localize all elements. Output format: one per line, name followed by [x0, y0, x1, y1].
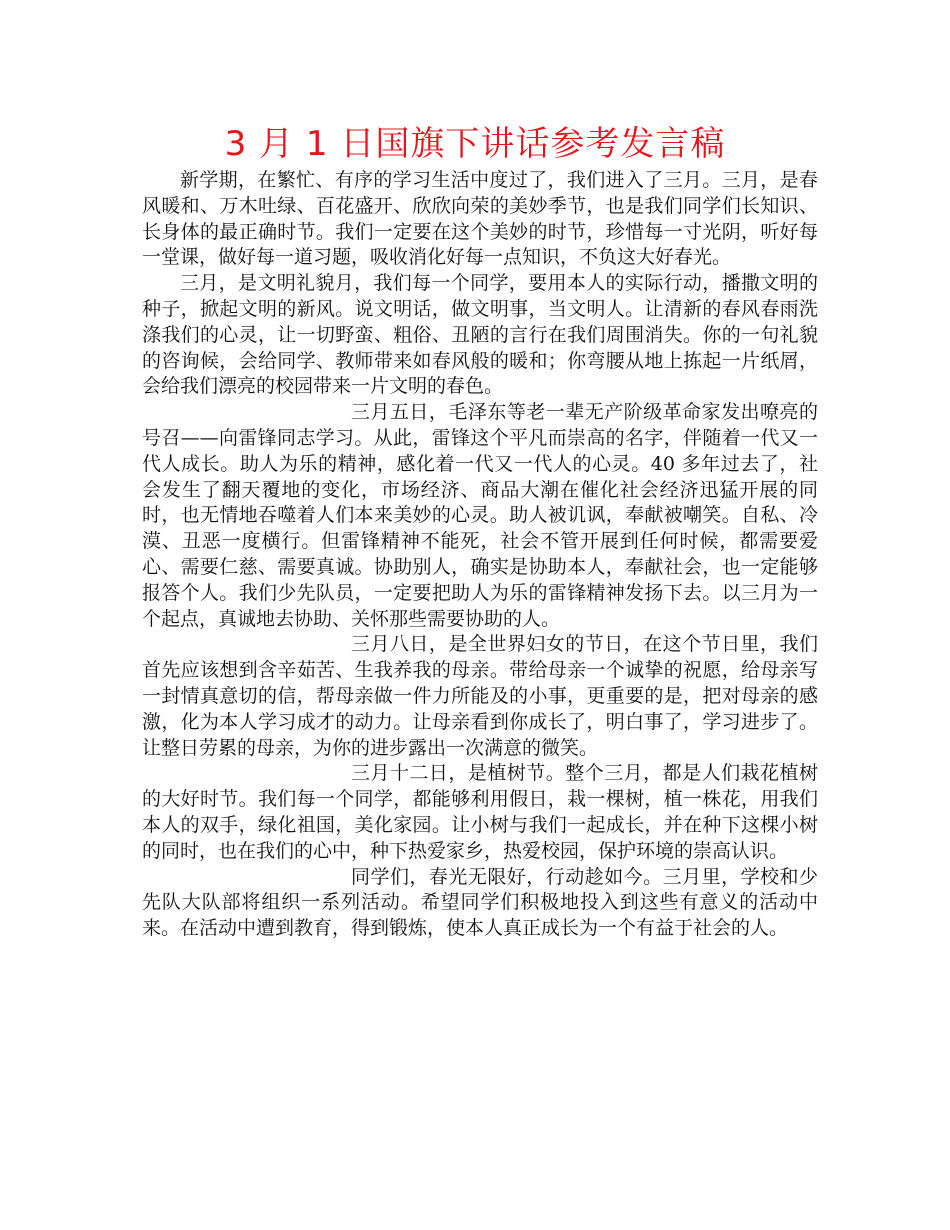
paragraph-arbor-day: 三月十二日，是植树节。整个三月，都是人们栽花植树的大好时节。我们每一个同学，都能够利用假日，栽一棵树，植一株花，用我们本人的双手，绿化祖国，美化家园。让小树与我们一起成长，并在种下这棵小树的同时，也在我们的心中，种下热爱家乡，热爱校园，保护环境的崇高认识。	[142, 762, 818, 862]
document-title: 3 月 1 日国旗下讲话参考发言稿	[224, 124, 726, 164]
paragraph-womens-day: 三月八日，是全世界妇女的节日，在这个节日里，我们首先应该想到含辛茹苦、生我养我的母亲。带给母亲一个诚挚的祝愿，给母亲写一封情真意切的信，帮母亲做一件力所能及的小事，更重要的是，把对母亲的感激，化为本人学习成才的动力。让母亲看到你成长了，明白事了，学习进步了。让整日劳累的母亲，为你的进步露出一次满意的微笑。	[142, 633, 818, 759]
paragraph-lei-feng: 三月五日，毛泽东等老一辈无产阶级革命家发出嘹亮的号召——向雷锋同志学习。从此，雷锋这个平凡而崇高的名字，伴随着一代又一代人成长。助人为乐的精神，感化着一代又一代人的心灵。40 多年过去了，社会发生了翻天覆地的变化，市场经济、商品大潮在催化社会经济迅猛开展的同时，也无情地吞噬着人们本来美妙的心灵。助人被讥讽，奉献被嘲笑。自私、冷漠、丑恶一度横行。但雷锋精神不能死，社会不管开展到任何时候，都需要爱心、需要仁慈、需要真诚。协助别人，确实是协助本人，奉献社会，也一定能够报答个人。我们少先队员，一定要把助人为乐的雷锋精神发扬下去。以三月为一个起点，真诚地去协助、关怀那些需要协助的人。	[142, 401, 818, 630]
paragraph-new-semester: 新学期，在繁忙、有序的学习生活中度过了，我们进入了三月。三月，是春风暖和、万木吐绿、百花盛开、欣欣向荣的美妙季节，也是我们同学们长知识、长身体的最正确时节。我们一定要在这个美妙的时节，珍惜每一寸光阴，听好每一堂课，做好每一道习题，吸收消化好每一点知识，不负这大好春光。	[142, 169, 818, 269]
document-body	[142, 168, 818, 942]
paragraph-civility-month: 三月，是文明礼貌月，我们每一个同学，要用本人的实际行动，播撒文明的种子，掀起文明的新风。说文明话，做文明事，当文明人。让清新的春风春雨洗涤我们的心灵，让一切野蛮、粗俗、丑陋的言行在我们周围消失。你的一句礼貌的咨询候，会给同学、教师带来如春风般的暖和；你弯腰从地上拣起一片纸屑，会给我们漂亮的校园带来一片文明的春色。	[142, 272, 818, 398]
paragraph-closing: 同学们，春光无限好，行动趁如今。三月里，学校和少先队大队部将组织一系列活动。希望同学们积极地投入到这些有意义的活动中来。在活动中遭到教育，得到锻炼，使本人真正成长为一个有益于社会的人。	[142, 865, 818, 940]
